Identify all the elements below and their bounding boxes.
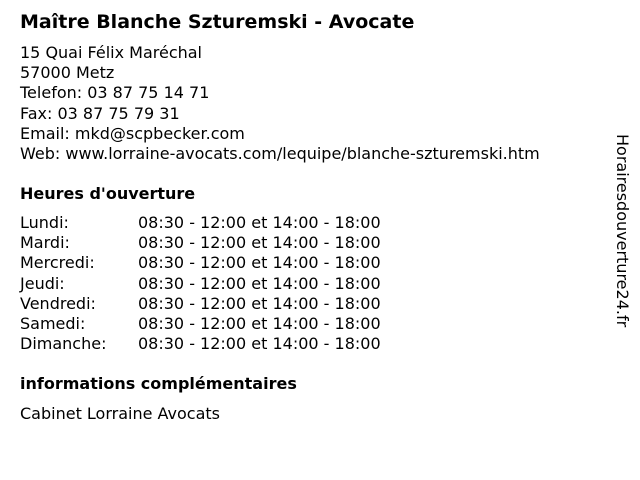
day-label: Mercredi: xyxy=(20,253,95,273)
opening-hours-heading: Heures d'ouverture xyxy=(20,184,196,203)
additional-info-heading: informations complémentaires xyxy=(20,374,297,393)
hours-row-saturday xyxy=(20,314,440,334)
fax-number: Fax: 03 87 75 79 31 xyxy=(20,103,180,123)
email-address: Email: mkd@scpbecker.com xyxy=(20,123,245,143)
hours-row-sunday xyxy=(20,334,440,354)
contact-block xyxy=(20,43,540,164)
day-label: Jeudi: xyxy=(20,273,65,293)
hours-row-tuesday xyxy=(20,233,440,253)
time-value: 08:30 - 12:00 et 14:00 - 18:00 xyxy=(138,313,381,333)
phone-number: Telefon: 03 87 75 14 71 xyxy=(20,83,210,103)
hours-row-thursday xyxy=(20,274,440,294)
time-value: 08:30 - 12:00 et 14:00 - 18:00 xyxy=(138,253,381,273)
day-label: Vendredi: xyxy=(20,293,96,313)
day-label: Lundi: xyxy=(20,213,69,232)
hours-row-wednesday xyxy=(20,253,440,273)
time-value: 08:30 - 12:00 et 14:00 - 18:00 xyxy=(138,233,381,253)
time-value: 08:30 - 12:00 et 14:00 - 18:00 xyxy=(138,334,381,354)
day-label: Samedi: xyxy=(20,313,86,333)
time-value: 08:30 - 12:00 et 14:00 - 18:00 xyxy=(138,273,381,293)
hours-row-monday xyxy=(20,213,440,233)
hours-row-friday xyxy=(20,294,440,314)
page-title: Maître Blanche Szturemski - Avocate xyxy=(20,11,415,33)
time-value: 08:30 - 12:00 et 14:00 - 18:00 xyxy=(138,293,381,313)
day-label: Mardi: xyxy=(20,233,70,253)
website-url: Web: www.lorraine-avocats.com/lequipe/blanche-szturemski.htm xyxy=(20,143,540,163)
site-watermark: Horairesdouverture24.fr xyxy=(613,134,632,328)
opening-hours-table xyxy=(20,213,440,354)
time-value: 08:30 - 12:00 et 14:00 - 18:00 xyxy=(138,213,381,232)
additional-info-text: Cabinet Lorraine Avocats xyxy=(20,404,221,423)
city-postcode: 57000 Metz xyxy=(20,63,115,83)
street-address: 15 Quai Félix Maréchal xyxy=(20,43,202,62)
day-label: Dimanche: xyxy=(20,334,107,354)
